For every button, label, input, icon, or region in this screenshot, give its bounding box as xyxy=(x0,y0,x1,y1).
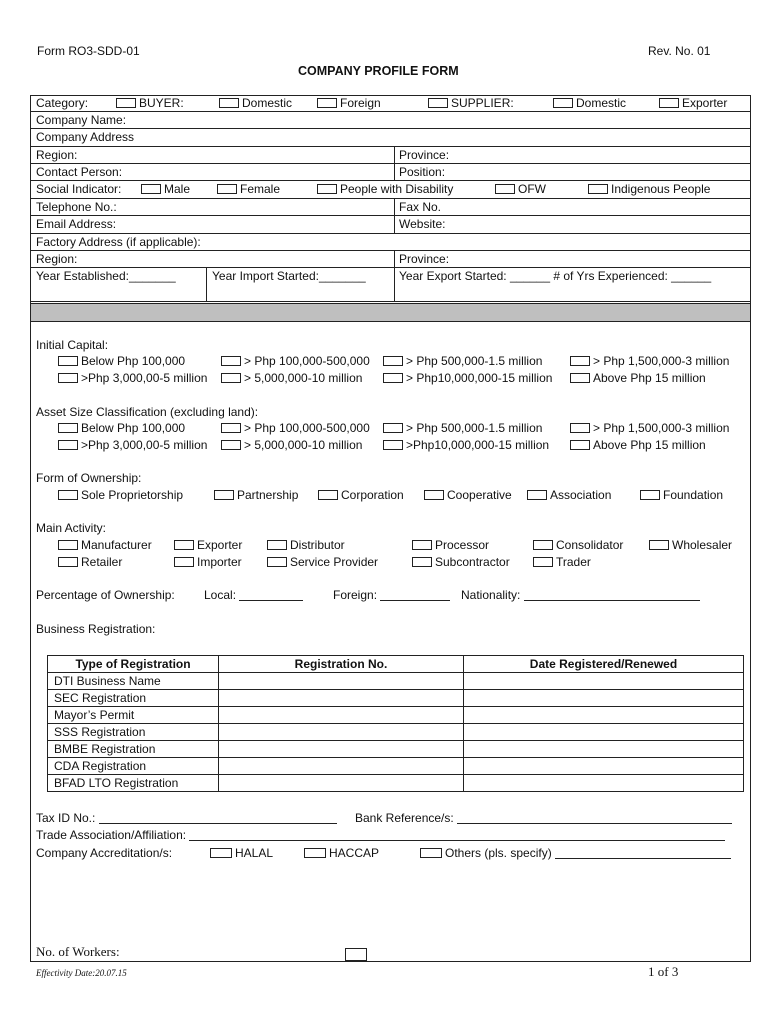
initial-capital-label: Initial Capital: xyxy=(36,338,109,352)
asset-option[interactable] xyxy=(58,438,207,452)
ownership-checkbox[interactable] xyxy=(640,490,660,500)
activity-checkbox[interactable] xyxy=(533,540,553,550)
registration-type: SSS Registration xyxy=(48,724,219,741)
capital-checkbox[interactable] xyxy=(58,356,78,366)
others-input[interactable] xyxy=(555,858,731,859)
others-label: Others (pls. specify) xyxy=(445,846,552,860)
company-name-row[interactable] xyxy=(30,112,750,129)
factory-address-row[interactable] xyxy=(30,234,750,251)
capital-checkbox[interactable] xyxy=(58,373,78,383)
years-row xyxy=(30,268,750,302)
activity-option[interactable] xyxy=(412,538,489,552)
asset-checkbox[interactable] xyxy=(383,440,403,450)
capital-checkbox[interactable] xyxy=(570,356,590,366)
buyer-foreign-checkbox[interactable] xyxy=(317,98,337,108)
ownership-checkbox[interactable] xyxy=(214,490,234,500)
tax-id-label: Tax ID No.: xyxy=(36,811,96,825)
table-header-row xyxy=(48,656,744,673)
divider xyxy=(394,164,395,180)
asset-option-label: Above Php 15 million xyxy=(593,438,706,452)
capital-checkbox[interactable] xyxy=(570,373,590,383)
ofw-checkbox[interactable] xyxy=(495,184,515,194)
capital-option[interactable] xyxy=(383,371,552,385)
registration-no-column-header: Registration No. xyxy=(219,656,464,673)
divider xyxy=(394,251,395,267)
capital-option-label: > Php 100,000-500,000 xyxy=(244,354,370,368)
date-registered-cell[interactable] xyxy=(464,707,744,724)
registration-type: BMBE Registration xyxy=(48,741,219,758)
divider xyxy=(206,268,207,301)
year-established-label: Year Established:_______ xyxy=(36,269,176,283)
activity-option[interactable] xyxy=(533,555,591,569)
table-row xyxy=(48,673,744,690)
section-divider-bar xyxy=(31,303,750,322)
nationality-label: Nationality: xyxy=(461,588,521,602)
ownership-checkbox[interactable] xyxy=(527,490,547,500)
buyer-checkbox[interactable] xyxy=(116,98,136,108)
company-name-label: Company Name: xyxy=(36,113,127,127)
buyer-option[interactable] xyxy=(116,96,184,110)
halal-label: HALAL xyxy=(235,846,274,860)
table-row xyxy=(48,707,744,724)
supplier-option[interactable] xyxy=(428,96,514,110)
registration-type: SEC Registration xyxy=(48,690,219,707)
activity-checkbox[interactable] xyxy=(174,557,194,567)
ownership-option-label: Foundation xyxy=(663,488,724,502)
capital-option[interactable] xyxy=(58,354,185,368)
capital-option-label: > Php 1,500,000-3 million xyxy=(593,354,730,368)
supplier-domestic-option[interactable] xyxy=(553,96,626,110)
capital-option[interactable] xyxy=(58,371,207,385)
activity-checkbox[interactable] xyxy=(533,557,553,567)
divider xyxy=(394,147,395,163)
ownership-option-label: Sole Proprietorship xyxy=(81,488,184,502)
capital-checkbox[interactable] xyxy=(383,373,403,383)
registration-type: DTI Business Name xyxy=(48,673,219,690)
bank-reference-label: Bank Reference/s: xyxy=(355,811,454,825)
date-column-header: Date Registered/Renewed xyxy=(464,656,744,673)
capital-option[interactable] xyxy=(383,354,542,368)
ownership-option[interactable] xyxy=(640,488,723,502)
asset-checkbox[interactable] xyxy=(221,423,241,433)
activity-checkbox[interactable] xyxy=(174,540,194,550)
workers-label: No. of Workers: xyxy=(36,944,120,959)
exporter-option[interactable] xyxy=(659,96,727,110)
bank-reference-input[interactable] xyxy=(457,823,732,824)
telephone-row xyxy=(30,199,750,216)
ofw-label: OFW xyxy=(518,182,546,196)
supplier-checkbox[interactable] xyxy=(428,98,448,108)
ownership-option[interactable] xyxy=(424,488,512,502)
activity-checkbox[interactable] xyxy=(649,540,669,550)
date-registered-cell[interactable] xyxy=(464,690,744,707)
form-of-ownership-label: Form of Ownership: xyxy=(36,471,142,485)
trade-association-input[interactable] xyxy=(189,840,725,841)
registration-no-cell[interactable] xyxy=(219,724,464,741)
ownership-option[interactable] xyxy=(527,488,611,502)
company-address-label: Company Address xyxy=(36,130,135,144)
ownership-option-label: Association xyxy=(550,488,612,502)
female-label: Female xyxy=(240,182,281,196)
capital-checkbox[interactable] xyxy=(383,356,403,366)
business-registration-label: Business Registration: xyxy=(36,622,156,636)
capital-option[interactable] xyxy=(221,354,370,368)
accreditation-label: Company Accreditation/s: xyxy=(36,846,173,860)
divider xyxy=(394,268,395,301)
date-registered-cell[interactable] xyxy=(464,673,744,690)
haccap-checkbox[interactable] xyxy=(304,848,326,858)
asset-option[interactable] xyxy=(221,421,370,435)
position-label: Position: xyxy=(399,165,446,179)
capital-option-label: > Php10,000,000-15 million xyxy=(406,371,553,385)
year-import-label: Year Import Started:_______ xyxy=(212,269,366,283)
contact-row xyxy=(30,164,750,181)
capital-option[interactable] xyxy=(221,371,362,385)
asset-option-label: > Php 1,500,000-3 million xyxy=(593,421,730,435)
others-option[interactable] xyxy=(420,846,731,860)
asset-option[interactable] xyxy=(570,421,729,435)
asset-checkbox[interactable] xyxy=(221,440,241,450)
male-option[interactable] xyxy=(141,182,190,196)
registration-table xyxy=(47,655,744,792)
activity-checkbox[interactable] xyxy=(412,540,432,550)
date-registered-cell[interactable] xyxy=(464,724,744,741)
form-title: COMPANY PROFILE FORM xyxy=(298,64,459,78)
tax-id-input[interactable] xyxy=(99,823,337,824)
factory-region-row xyxy=(30,251,750,268)
registration-no-cell[interactable] xyxy=(219,673,464,690)
main-activity-label: Main Activity: xyxy=(36,521,107,535)
asset-option[interactable] xyxy=(383,438,549,452)
category-row xyxy=(30,95,750,112)
local-field[interactable] xyxy=(204,588,303,602)
table-row xyxy=(48,758,744,775)
activity-checkbox[interactable] xyxy=(412,557,432,567)
trade-association-field[interactable] xyxy=(36,828,725,842)
indigenous-checkbox[interactable] xyxy=(588,184,608,194)
foreign-field[interactable] xyxy=(333,588,450,602)
ownership-checkbox[interactable] xyxy=(424,490,444,500)
haccap-label: HACCAP xyxy=(329,846,380,860)
buyer-domestic-checkbox[interactable] xyxy=(219,98,239,108)
local-input[interactable] xyxy=(239,600,303,601)
ownership-checkbox[interactable] xyxy=(318,490,338,500)
factory-region-label: Region: xyxy=(36,252,78,266)
ownership-option-label: Corporation xyxy=(341,488,404,502)
asset-option-label: >Php 3,000,00-5 million xyxy=(81,438,208,452)
foreign-label: Foreign: xyxy=(333,588,378,602)
table-row xyxy=(48,775,744,792)
asset-checkbox[interactable] xyxy=(570,440,590,450)
asset-option-label: >Php10,000,000-15 million xyxy=(406,438,550,452)
activity-option-label: Retailer xyxy=(81,555,123,569)
female-option[interactable] xyxy=(217,182,280,196)
pwd-label: People with Disability xyxy=(340,182,454,196)
indigenous-option[interactable] xyxy=(588,182,710,196)
female-checkbox[interactable] xyxy=(217,184,237,194)
asset-option[interactable] xyxy=(570,438,706,452)
website-label: Website: xyxy=(399,217,446,231)
capital-option-label: > 5,000,000-10 million xyxy=(244,371,363,385)
contact-person-label: Contact Person: xyxy=(36,165,123,179)
activity-option[interactable] xyxy=(58,538,152,552)
supplier-domestic-label: Domestic xyxy=(576,96,627,110)
activity-option-label: Exporter xyxy=(197,538,243,552)
capital-checkbox[interactable] xyxy=(221,373,241,383)
divider xyxy=(394,216,395,233)
activity-option-label: Subcontractor xyxy=(435,555,510,569)
asset-checkbox[interactable] xyxy=(58,423,78,433)
activity-checkbox[interactable] xyxy=(267,540,287,550)
asset-size-label: Asset Size Classification (excluding land): xyxy=(36,405,259,419)
form-code: Form RO3-SDD-01 xyxy=(37,44,140,58)
others-checkbox[interactable] xyxy=(420,848,442,858)
ownership-option-label: Cooperative xyxy=(447,488,512,502)
activity-option-label: Importer xyxy=(197,555,242,569)
nationality-field[interactable] xyxy=(461,588,700,602)
asset-option-label: > Php 100,000-500,000 xyxy=(244,421,370,435)
registration-type: CDA Registration xyxy=(48,758,219,775)
asset-option-label: > 5,000,000-10 million xyxy=(244,438,363,452)
asset-checkbox[interactable] xyxy=(383,423,403,433)
activity-option[interactable] xyxy=(174,555,242,569)
buyer-domestic-label: Domestic xyxy=(242,96,293,110)
revision-number: Rev. No. 01 xyxy=(648,44,711,58)
social-indicator-label: Social Indicator: xyxy=(36,182,122,196)
nationality-input[interactable] xyxy=(524,600,700,601)
date-registered-cell[interactable] xyxy=(464,758,744,775)
activity-option-label: Distributor xyxy=(290,538,345,552)
region-row xyxy=(30,147,750,164)
activity-option-label: Consolidator xyxy=(556,538,624,552)
ownership-checkbox[interactable] xyxy=(58,490,78,500)
registration-type: Mayor’s Permit xyxy=(48,707,219,724)
registration-no-cell[interactable] xyxy=(219,690,464,707)
activity-option[interactable] xyxy=(412,555,510,569)
buyer-domestic-option[interactable] xyxy=(219,96,292,110)
capital-option[interactable] xyxy=(570,354,729,368)
table-row xyxy=(48,724,744,741)
haccap-option[interactable] xyxy=(304,846,379,860)
effectivity-date: Effectivity Date:20.07.15 xyxy=(36,968,127,978)
activity-option[interactable] xyxy=(267,538,345,552)
activity-option-label: Processor xyxy=(435,538,490,552)
indigenous-label: Indigenous People xyxy=(611,182,711,196)
exporter-checkbox[interactable] xyxy=(659,98,679,108)
date-registered-cell[interactable] xyxy=(464,741,744,758)
percentage-ownership-label: Percentage of Ownership: xyxy=(36,588,175,602)
supplier-label: SUPPLIER: xyxy=(451,96,514,110)
capital-option[interactable] xyxy=(570,371,706,385)
buyer-label: BUYER: xyxy=(139,96,184,110)
supplier-domestic-checkbox[interactable] xyxy=(553,98,573,108)
social-indicator-row xyxy=(30,181,750,199)
asset-checkbox[interactable] xyxy=(58,440,78,450)
activity-option-label: Manufacturer xyxy=(81,538,152,552)
table-row xyxy=(48,741,744,758)
registration-type: BFAD LTO Registration xyxy=(48,775,219,792)
telephone-label: Telephone No.: xyxy=(36,200,117,214)
male-checkbox[interactable] xyxy=(141,184,161,194)
activity-checkbox[interactable] xyxy=(58,540,78,550)
local-label: Local: xyxy=(204,588,237,602)
male-label: Male xyxy=(164,182,191,196)
ownership-option-label: Partnership xyxy=(237,488,299,502)
type-column-header: Type of Registration xyxy=(48,656,219,673)
registration-no-cell[interactable] xyxy=(219,707,464,724)
halal-option[interactable] xyxy=(210,846,273,860)
activity-option-label: Wholesaler xyxy=(672,538,733,552)
exporter-label: Exporter xyxy=(682,96,728,110)
category-label: Category: xyxy=(36,96,89,110)
capital-checkbox[interactable] xyxy=(221,356,241,366)
capital-option-label: > Php 500,000-1.5 million xyxy=(406,354,543,368)
foreign-input[interactable] xyxy=(380,600,450,601)
buyer-foreign-option[interactable] xyxy=(317,96,381,110)
registration-no-cell[interactable] xyxy=(219,758,464,775)
asset-option[interactable] xyxy=(383,421,542,435)
fax-label: Fax No. xyxy=(399,200,442,214)
halal-checkbox[interactable] xyxy=(210,848,232,858)
factory-province-label: Province: xyxy=(399,252,450,266)
factory-address-label: Factory Address (if applicable): xyxy=(36,235,201,249)
email-label: Email Address: xyxy=(36,217,117,231)
company-address-row[interactable] xyxy=(30,129,750,147)
pwd-option[interactable] xyxy=(317,182,453,196)
page-number: 1 of 3 xyxy=(648,964,679,979)
ownership-option[interactable] xyxy=(58,488,183,502)
registration-no-cell[interactable] xyxy=(219,775,464,792)
date-registered-cell[interactable] xyxy=(464,775,744,792)
registration-no-cell[interactable] xyxy=(219,741,464,758)
ownership-option[interactable] xyxy=(214,488,298,502)
activity-option[interactable] xyxy=(533,538,623,552)
activity-option-label: Service Provider xyxy=(290,555,379,569)
asset-option[interactable] xyxy=(221,438,362,452)
ownership-option[interactable] xyxy=(318,488,404,502)
workers-checkbox[interactable] xyxy=(345,948,367,961)
activity-option[interactable] xyxy=(174,538,242,552)
bank-reference-field[interactable] xyxy=(355,811,732,825)
activity-option[interactable] xyxy=(649,538,732,552)
year-export-label: Year Export Started: ______ # of Yrs Experienced: ______ xyxy=(399,269,712,283)
asset-option-label: > Php 500,000-1.5 million xyxy=(406,421,543,435)
buyer-foreign-label: Foreign xyxy=(340,96,381,110)
email-row xyxy=(30,216,750,234)
pwd-checkbox[interactable] xyxy=(317,184,337,194)
divider xyxy=(394,199,395,215)
activity-checkbox[interactable] xyxy=(58,557,78,567)
region-label: Region: xyxy=(36,148,78,162)
asset-checkbox[interactable] xyxy=(570,423,590,433)
activity-option[interactable] xyxy=(58,555,122,569)
activity-option-label: Trader xyxy=(556,555,591,569)
capital-option-label: Above Php 15 million xyxy=(593,371,706,385)
table-row xyxy=(48,690,744,707)
trade-association-label: Trade Association/Affiliation: xyxy=(36,828,187,842)
capital-option-label: >Php 3,000,00-5 million xyxy=(81,371,208,385)
capital-option-label: Below Php 100,000 xyxy=(81,354,186,368)
tax-id-field[interactable] xyxy=(36,811,337,825)
activity-option[interactable] xyxy=(267,555,378,569)
province-label: Province: xyxy=(399,148,450,162)
asset-option[interactable] xyxy=(58,421,185,435)
asset-option-label: Below Php 100,000 xyxy=(81,421,186,435)
activity-checkbox[interactable] xyxy=(267,557,287,567)
ofw-option[interactable] xyxy=(495,182,546,196)
